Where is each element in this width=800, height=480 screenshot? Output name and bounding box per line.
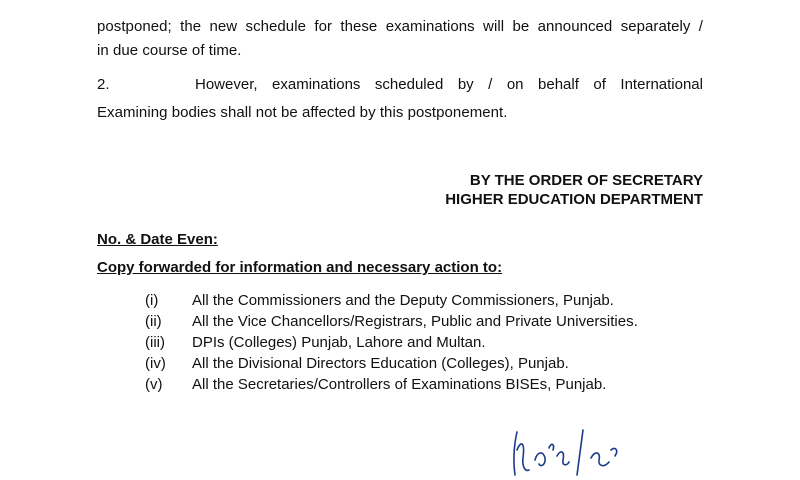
list-item-number: (ii) (145, 313, 162, 330)
handwritten-signature-icon (505, 420, 645, 480)
list-item-text: All the Commissioners and the Deputy Commissioners, Punjab. (192, 292, 614, 309)
list-item-text: All the Secretaries/Controllers of Examinations BISEs, Punjab. (192, 376, 607, 393)
list-item-number: (iv) (145, 355, 166, 372)
paragraph-1-line-1: postponed; the new schedule for these examinations will be announced separately / (97, 18, 703, 35)
reference-no-date: No. & Date Even: (97, 231, 218, 248)
list-item-number: (iii) (145, 334, 165, 351)
paragraph-2-number: 2. (97, 76, 110, 93)
paragraph-1-line-2: in due course of time. (97, 42, 242, 59)
paragraph-2-line-1: However, examinations scheduled by / on behalf of International (195, 76, 703, 93)
copy-forwarded-heading: Copy forwarded for information and necessary action to: (97, 259, 503, 276)
list-item-number: (i) (145, 292, 159, 309)
list-item-text: All the Vice Chancellors/Registrars, Public and Private Universities. (192, 313, 638, 330)
paragraph-2-line-2: Examining bodies shall not be affected by this postponement. (97, 104, 508, 121)
order-line-1: BY THE ORDER OF SECRETARY (469, 172, 703, 189)
list-item-number: (v) (145, 376, 163, 393)
list-item-text: All the Divisional Directors Education (Colleges), Punjab. (192, 355, 569, 372)
list-item-text: DPIs (Colleges) Punjab, Lahore and Multan. (192, 334, 486, 351)
order-line-2: HIGHER EDUCATION DEPARTMENT (445, 191, 703, 208)
